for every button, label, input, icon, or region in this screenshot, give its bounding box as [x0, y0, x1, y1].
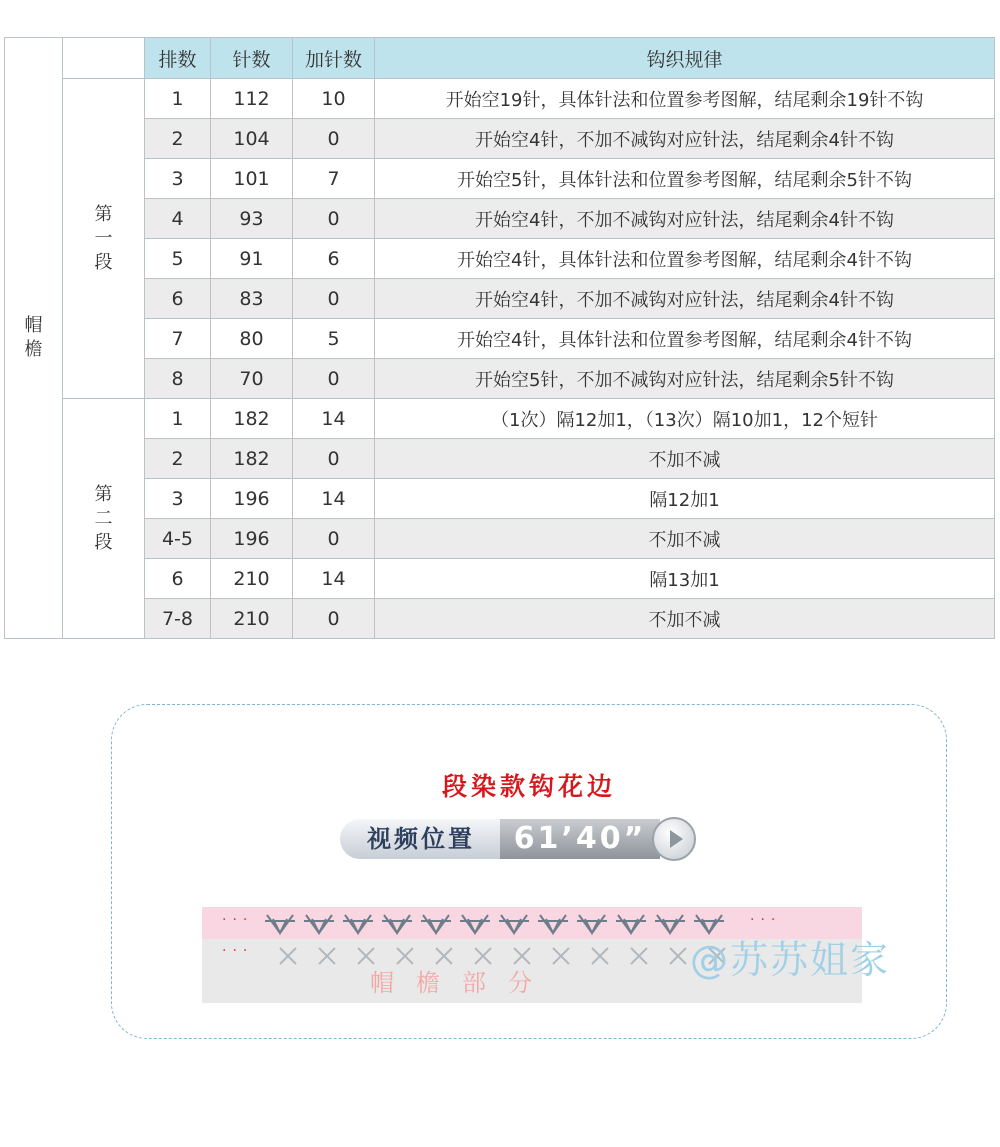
fan-stitch-symbol	[577, 915, 607, 933]
table-row	[5, 519, 995, 559]
increase-count-cell: 10	[293, 79, 375, 119]
single-crochet-symbol	[358, 948, 374, 964]
single-crochet-symbol	[514, 948, 530, 964]
video-label: 视频位置	[340, 819, 502, 859]
side-label-cell	[5, 38, 63, 639]
rule-cell: 开始空5针，不加不减钩对应针法，结尾剩余5针不钩	[375, 359, 995, 399]
increase-count-cell: 0	[293, 119, 375, 159]
stitch-count-cell: 101	[211, 159, 293, 199]
fan-stitch-symbol	[499, 915, 529, 933]
table-header-row	[5, 38, 995, 79]
video-card	[111, 704, 947, 1039]
fan-stitch-symbol	[538, 915, 568, 933]
header-row-number: 排数	[145, 38, 211, 79]
video-position-bar[interactable]	[340, 819, 700, 859]
rule-cell: 不加不减	[375, 439, 995, 479]
single-crochet-symbol	[397, 948, 413, 964]
table-row	[5, 119, 995, 159]
increase-count-cell: 14	[293, 399, 375, 439]
section-label-cell	[63, 79, 145, 399]
increase-count-cell: 14	[293, 479, 375, 519]
increase-count-cell: 0	[293, 439, 375, 479]
header-rule: 钩织规律	[375, 38, 995, 79]
row-number-cell: 2	[145, 439, 211, 479]
stitch-count-cell: 210	[211, 599, 293, 639]
increase-count-cell: 6	[293, 239, 375, 279]
section-label-cell	[63, 399, 145, 639]
pattern-table	[4, 37, 995, 639]
table-row	[5, 359, 995, 399]
increase-count-cell: 7	[293, 159, 375, 199]
table-row	[5, 599, 995, 639]
single-crochet-symbol	[436, 948, 452, 964]
play-icon	[670, 830, 683, 848]
single-crochet-symbol	[670, 948, 686, 964]
stitch-count-cell: 83	[211, 279, 293, 319]
stitch-count-cell: 182	[211, 399, 293, 439]
stitch-count-cell: 70	[211, 359, 293, 399]
stitch-count-cell: 104	[211, 119, 293, 159]
row-number-cell: 8	[145, 359, 211, 399]
row-number-cell: 7	[145, 319, 211, 359]
table-row	[5, 239, 995, 279]
single-crochet-symbol	[319, 948, 335, 964]
dots-left-bottom: ···	[222, 943, 254, 959]
row-number-cell: 1	[145, 79, 211, 119]
video-time: 61’40”	[500, 819, 660, 859]
row-number-cell: 4-5	[145, 519, 211, 559]
table-row	[5, 159, 995, 199]
row-number-cell: 4	[145, 199, 211, 239]
single-crochet-symbol	[475, 948, 491, 964]
row-number-cell: 3	[145, 479, 211, 519]
stitch-count-cell: 182	[211, 439, 293, 479]
table-row	[5, 79, 995, 119]
fan-stitch-symbol	[655, 915, 685, 933]
row-number-cell: 6	[145, 559, 211, 599]
rule-cell: 开始空4针，不加不减钩对应针法，结尾剩余4针不钩	[375, 119, 995, 159]
section-label: 第二段	[94, 483, 113, 553]
row-number-cell: 7-8	[145, 599, 211, 639]
row-number-cell: 1	[145, 399, 211, 439]
fan-stitch-symbol	[343, 915, 373, 933]
single-crochet-symbol	[631, 948, 647, 964]
stitch-count-cell: 112	[211, 79, 293, 119]
card-title: 段染款钩花边	[441, 772, 616, 801]
row-number-cell: 5	[145, 239, 211, 279]
rule-cell: 开始空5针，具体针法和位置参考图解，结尾剩余5针不钩	[375, 159, 995, 199]
fan-stitch-symbol	[421, 915, 451, 933]
fan-stitch-symbol	[265, 915, 295, 933]
row-number-cell: 2	[145, 119, 211, 159]
side-label: 帽檐	[24, 315, 43, 360]
rule-cell: 开始空4针，不加不减钩对应针法，结尾剩余4针不钩	[375, 279, 995, 319]
rule-cell: 不加不减	[375, 519, 995, 559]
rule-cell: 开始空4针，不加不减钩对应针法，结尾剩余4针不钩	[375, 199, 995, 239]
stitch-count-cell: 91	[211, 239, 293, 279]
rule-cell: 开始空4针，具体针法和位置参考图解，结尾剩余4针不钩	[375, 239, 995, 279]
header-blank	[63, 38, 145, 79]
single-crochet-symbol	[553, 948, 569, 964]
band-label: 帽檐部分	[370, 969, 554, 997]
row-number-cell: 3	[145, 159, 211, 199]
increase-count-cell: 0	[293, 599, 375, 639]
table-row	[5, 279, 995, 319]
header-increase-count: 加针数	[293, 38, 375, 79]
rule-cell: 不加不减	[375, 599, 995, 639]
fan-stitch-symbol	[616, 915, 646, 933]
rule-cell: 隔13加1	[375, 559, 995, 599]
stitch-count-cell: 80	[211, 319, 293, 359]
watermark: @苏苏姐家	[690, 938, 891, 982]
single-crochet-symbol	[592, 948, 608, 964]
table-row	[5, 439, 995, 479]
increase-count-cell: 0	[293, 279, 375, 319]
stitch-count-cell: 93	[211, 199, 293, 239]
increase-count-cell: 14	[293, 559, 375, 599]
table-row	[5, 319, 995, 359]
dots-left-top: ···	[222, 912, 254, 928]
header-stitch-count: 针数	[211, 38, 293, 79]
increase-count-cell: 0	[293, 519, 375, 559]
increase-count-cell: 5	[293, 319, 375, 359]
stitch-count-cell: 196	[211, 479, 293, 519]
play-button[interactable]	[652, 817, 696, 861]
stitch-count-cell: 196	[211, 519, 293, 559]
fan-stitch-symbol	[382, 915, 412, 933]
single-crochet-symbol	[280, 948, 296, 964]
rule-cell: 开始空4针，具体针法和位置参考图解，结尾剩余4针不钩	[375, 319, 995, 359]
dots-right-top: ···	[750, 912, 782, 928]
table-row	[5, 479, 995, 519]
section-label: 第一段	[94, 203, 113, 273]
fan-stitch-symbol	[460, 915, 490, 933]
table-row	[5, 399, 995, 439]
table-row	[5, 559, 995, 599]
rule-cell: （1次）隔12加1，（13次）隔10加1，12个短针	[375, 399, 995, 439]
row-number-cell: 6	[145, 279, 211, 319]
stitch-count-cell: 210	[211, 559, 293, 599]
increase-count-cell: 0	[293, 359, 375, 399]
rule-cell: 开始空19针，具体针法和位置参考图解，结尾剩余19针不钩	[375, 79, 995, 119]
table-row	[5, 199, 995, 239]
increase-count-cell: 0	[293, 199, 375, 239]
rule-cell: 隔12加1	[375, 479, 995, 519]
fan-stitch-symbol	[304, 915, 334, 933]
